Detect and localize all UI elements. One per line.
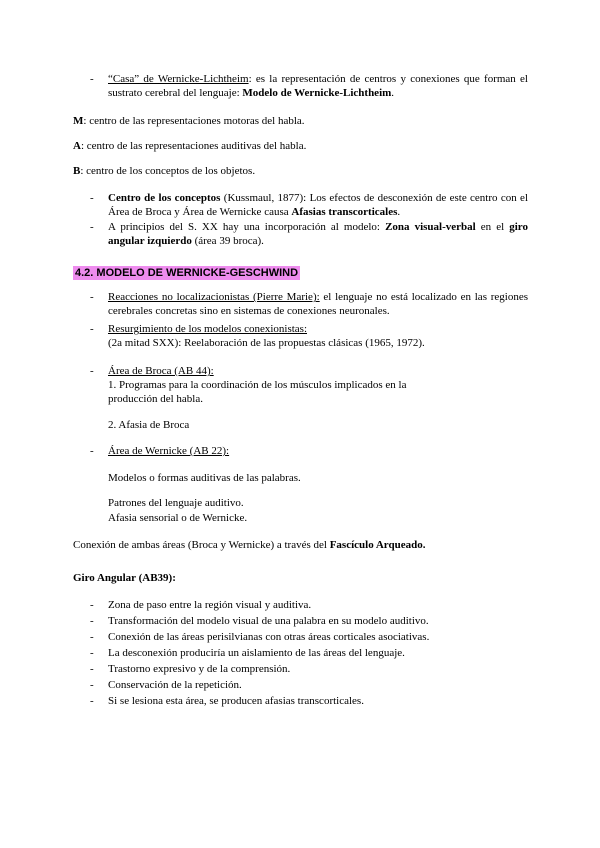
casa-term: “Casa” de Wernicke-Lichtheim [108, 73, 249, 85]
section-heading: 4.2. MODELO DE WERNICKE-GESCHWIND [75, 267, 299, 279]
bullet-dash: - [90, 365, 94, 377]
list-item-text: Área de Broca (AB 44): 1. Programas para la coordinación de los músculos implicados en la producción del habla. [108, 365, 407, 405]
list-item-text: A principios del S. XX hay una incorporación al modelo: Zona visual-verbal en el giro angular izquierdo (área 39 broca). [108, 221, 528, 247]
giro-title: Giro Angular (AB39): [73, 572, 176, 584]
list-item-text: Centro de los conceptos (Kussmaul, 1877): Los efectos de desconexión de este centro con el Área de Broca y Área de Wernicke causa Afasias transcorticales. [108, 192, 528, 218]
bullet-dash: - [90, 192, 94, 204]
bullet-dash: - [90, 291, 94, 303]
list-item-text: “Casa” de Wernicke-Lichtheim: es la representación de centros y conexiones que forman el sustrato cerebral del lenguaje: Modelo de Wernicke-Lichtheim. [108, 73, 528, 99]
list-item-text: Área de Wernicke (AB 22): [108, 445, 230, 457]
document-page: - “Casa” de Wernicke-Lichtheim: es la representación de centros y conexiones que forman el sustrato cerebral del lenguaje: Modelo de Wernicke-Lichtheim. M: centro de las representaciones motoras del habla. A: centro de las representaciones auditivas del habla. B: centro de los conceptos de los objetos. - Centro de los conceptos (Kussmaul, 1877): Los efectos de desconexión de este centro con el Área de Broca y Área de Wernicke causa Afasias transcorticales. - A principios del S. XX hay una incorporación al modelo: Zona visual-verbal en el giro angular izquierdo (área 39 broca). 4.2. MODELO DE WERNICKE-GESCHWIND - Reacciones no localizacionistas (Pierre Marie): el lenguaje no está localizado en las regiones cerebrales concretas sino en sistemas de conexiones neuronales. - Resurgimiento de los modelos conexionistas: (2a mitad SXX): Reelaboración de las propuestas clásicas (1965, 1972). - Área de Broca (AB 44): 1. Programas para la coordinación de los músculos implicados en la producción del habla. 2. Afasia de Broca - Área de Wernicke (AB 22): Modelos o formas auditivas de las palabras. Patrones del lenguaje auditivo. Afasia sensorial o de Wernicke. Conexión de ambas áreas (Broca y Wernicke) a través del Fascículo Arqueado. Giro Angular (AB39): - Zona de paso entre la región visual y auditiva. - Transformación del modelo visual de una palabra en su modelo auditivo. - Conexión de las áreas perisilvianas con otras áreas corticales asociativas. - La desconexión produciría un aislamiento de las áreas del lenguaje. - Trastorno expresivo y de la comprensión. - Conservación de la repetición. - Si se lesiona esta área, se producen afasias transcorticales. [0, 0, 600, 848]
paragraph-a: A: centro de las representaciones auditivas del habla. [73, 140, 307, 152]
paragraph-m: M: centro de las representaciones motoras del habla. [73, 115, 305, 127]
list-item-text: Resurgimiento de los modelos conexionistas: (2a mitad SXX): Reelaboración de las propuestas clásicas (1965, 1972). [108, 323, 425, 349]
wernicke-line: Afasia sensorial o de Wernicke. [108, 512, 248, 524]
list-item-text: Reacciones no localizacionistas (Pierre Marie): el lenguaje no está localizado en las regiones cerebrales concretas sino en sistemas de conexiones neuronales. [108, 291, 528, 317]
bullet-dash: - [90, 323, 94, 335]
bullet-dash: - [90, 221, 94, 233]
paragraph-b: B: centro de los conceptos de los objetos. [73, 165, 256, 177]
wernicke-line: Patrones del lenguaje auditivo. [108, 497, 244, 509]
bullet-dash: - [90, 445, 94, 457]
bullet-dash: - [90, 73, 94, 85]
broca-afasia: 2. Afasia de Broca [108, 419, 190, 431]
paragraph-conexion: Conexión de ambas áreas (Broca y Wernicke) a través del Fascículo Arqueado. [73, 539, 426, 551]
wernicke-line: Modelos o formas auditivas de las palabras. [108, 472, 301, 484]
